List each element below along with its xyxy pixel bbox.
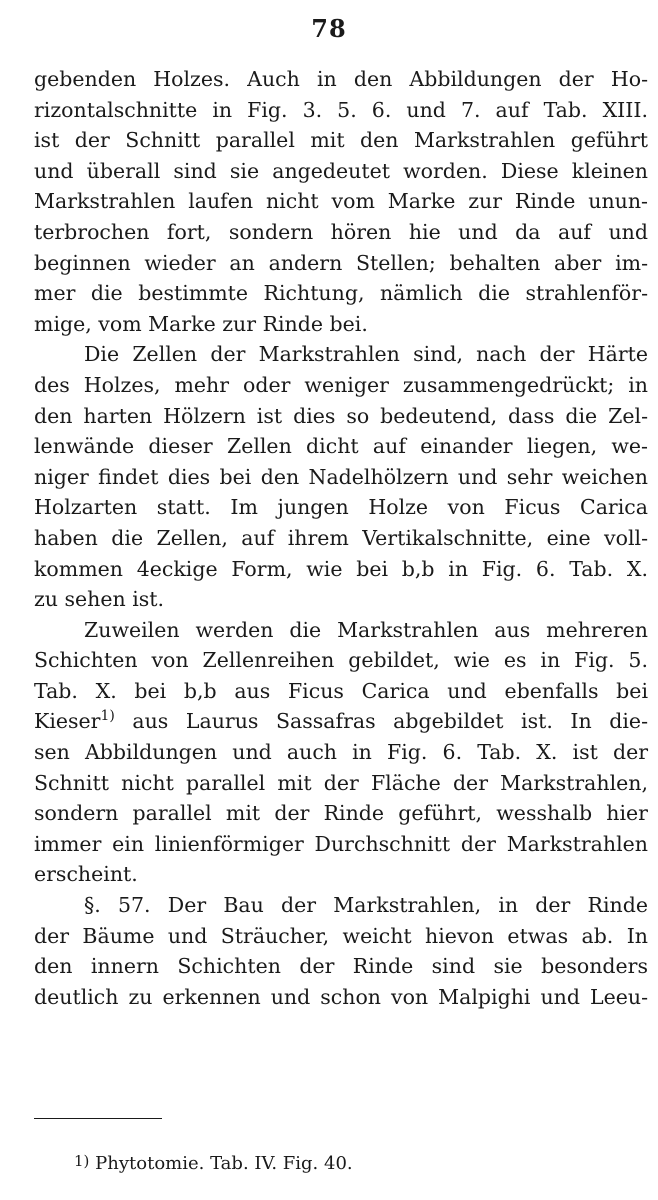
text-line: Schnitt nicht parallel mit der Fläche der Markstrahlen,	[34, 770, 648, 795]
text-line: Tab. X. bei b,b aus Ficus Carica und ebenfalls bei	[34, 678, 648, 703]
text-line: gebenden Holzes. Auch in den Abbildungen der Ho-	[34, 67, 648, 91]
text-line: ist der Schnitt parallel mit den Markstrahlen geführt	[34, 128, 648, 153]
text-line: Die Zellen der Markstrahlen sind, nach der Härte	[84, 342, 648, 367]
text-line: des Holzes, mehr oder weniger zusammengedrückt; in	[34, 372, 648, 397]
footnote-reference: 1)	[100, 708, 115, 725]
text-line: Schichten von Zellenreihen gebildet, wie es in Fig. 5.	[34, 648, 648, 673]
text-line: rizontalschnitte in Fig. 3. 5. 6. und 7. auf Tab. XIII.	[34, 97, 648, 122]
text-line: beginnen wieder an andern Stellen; behalten aber im-	[34, 250, 648, 275]
body-text	[34, 64, 648, 1012]
text-line: lenwände dieser Zellen dicht auf einander liegen, we-	[34, 434, 648, 459]
text-line: mige, vom Marke zur Rinde bei.	[34, 311, 368, 336]
text-line: Markstrahlen laufen nicht vom Marke zur Rinde unun-	[34, 189, 648, 214]
text-line: der Bäume und Sträucher, weicht hievon etwas ab. In	[34, 923, 648, 948]
text-line: Kieser$^{1)}$ aus Laurus Sassafras abgebildet ist. In die-	[34, 708, 648, 734]
footnote-text: Phytotomie. Tab. IV. Fig. 40.	[95, 1153, 353, 1174]
text-line: §. 57. Der Bau der Markstrahlen, in der Rinde	[84, 893, 648, 918]
text-line: kommen 4eckige Form, wie bei b,b in Fig. 6. Tab. X.	[34, 556, 648, 581]
text-line: niger findet dies bei den Nadelhölzern und sehr weichen	[34, 464, 648, 489]
footnote-marker: 1)	[74, 1152, 90, 1170]
text-line: mer die bestimmte Richtung, nämlich die strahlenför-	[34, 281, 648, 306]
text-line: Zuweilen werden die Markstrahlen aus mehreren	[84, 617, 648, 642]
text-line: haben die Zellen, auf ihrem Vertikalschnitte, eine voll-	[34, 525, 648, 550]
footnote-divider	[34, 1118, 162, 1119]
text-line: immer ein linienförmiger Durchschnitt der Markstrahlen	[34, 831, 648, 856]
text-line: den harten Hölzern ist dies so bedeutend, dass die Zel-	[34, 403, 648, 428]
text-line: terbrochen fort, sondern hören hie und da auf und	[34, 219, 648, 244]
text-line: Holzarten statt. Im jungen Holze von Ficus Carica	[34, 495, 648, 520]
text-line: sondern parallel mit der Rinde geführt, wesshalb hier	[34, 801, 648, 826]
text-line: deutlich zu erkennen und schon von Malpighi und Leeu-	[34, 984, 648, 1009]
page-number: 78	[311, 14, 347, 43]
text-line: erscheint.	[34, 862, 138, 887]
footnote	[74, 1152, 353, 1174]
text-line: sen Abbildungen und auch in Fig. 6. Tab. X. ist der	[34, 740, 648, 765]
text-line: den innern Schichten der Rinde sind sie besonders	[34, 954, 648, 979]
text-line: zu sehen ist.	[34, 587, 165, 612]
text-line: und überall sind sie angedeutet worden. Diese kleinen	[34, 158, 648, 183]
